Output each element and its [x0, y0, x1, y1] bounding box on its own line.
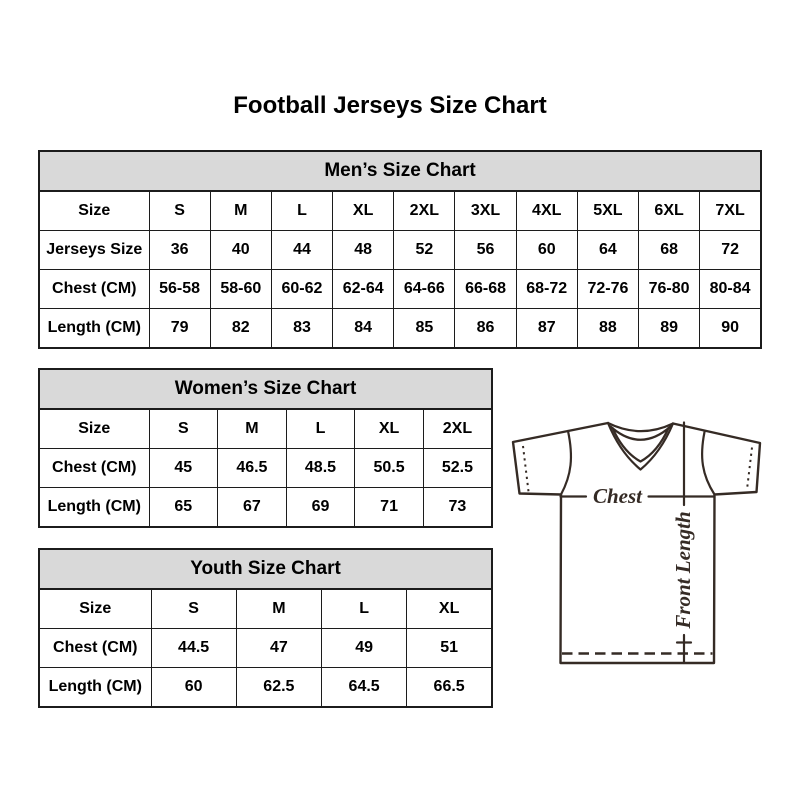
size-column-header: 7XL	[700, 191, 761, 231]
table-cell: 45	[149, 449, 218, 488]
table-cell: 88	[577, 309, 638, 349]
table-cell: 80-84	[700, 270, 761, 309]
table-cell: 49	[322, 629, 407, 668]
jersey-right-cuff-dotted-line	[747, 448, 752, 490]
table-cell: 87	[516, 309, 577, 349]
table-cell: 60-62	[271, 270, 332, 309]
table-row	[39, 488, 492, 528]
table-cell: 76-80	[639, 270, 700, 309]
table-row	[39, 668, 492, 708]
table-cell: 64.5	[322, 668, 407, 708]
table-title: Men’s Size Chart	[39, 151, 761, 191]
jersey-left-armhole-seam	[561, 431, 571, 495]
table-cell: 52	[394, 231, 455, 270]
page-title: Football Jerseys Size Chart	[233, 92, 547, 119]
size-column-header: 5XL	[577, 191, 638, 231]
size-column-header: 2XL	[394, 191, 455, 231]
table-cell: 83	[271, 309, 332, 349]
table-cell: 65	[149, 488, 218, 528]
table-row	[39, 270, 761, 309]
table-cell: 48	[333, 231, 394, 270]
table-row	[39, 231, 761, 270]
row-label: Chest (CM)	[39, 629, 151, 668]
table-cell: 58-60	[210, 270, 271, 309]
womens-size-table	[38, 368, 493, 528]
table-row	[39, 309, 761, 349]
table-cell: 71	[355, 488, 424, 528]
size-row-label: Size	[39, 409, 149, 449]
row-label: Chest (CM)	[39, 449, 149, 488]
table-cell: 79	[149, 309, 210, 349]
jersey-right-armhole-seam	[702, 432, 714, 495]
size-column-header: S	[149, 409, 218, 449]
table-cell: 40	[210, 231, 271, 270]
table-cell: 50.5	[355, 449, 424, 488]
table-cell: 66-68	[455, 270, 516, 309]
size-column-header: L	[322, 589, 407, 629]
size-row-label: Size	[39, 191, 149, 231]
table-cell: 90	[700, 309, 761, 349]
size-column-header: M	[210, 191, 271, 231]
table-cell: 52.5	[423, 449, 492, 488]
table-title: Women’s Size Chart	[39, 369, 492, 409]
table-cell: 68-72	[516, 270, 577, 309]
size-column-header: XL	[355, 409, 424, 449]
size-column-header: 3XL	[455, 191, 516, 231]
table-cell: 84	[333, 309, 394, 349]
table-cell: 62-64	[333, 270, 394, 309]
row-label: Chest (CM)	[39, 270, 149, 309]
size-column-header: M	[218, 409, 287, 449]
front-length-label: Front Length	[671, 511, 695, 629]
table-cell: 44.5	[151, 629, 236, 668]
jersey-collar-back-arc	[608, 423, 673, 431]
table-cell: 68	[639, 231, 700, 270]
youth-size-table	[38, 548, 493, 708]
size-column-header: 4XL	[516, 191, 577, 231]
table-cell: 47	[236, 629, 321, 668]
size-column-header: XL	[333, 191, 394, 231]
table-cell: 48.5	[286, 449, 355, 488]
table-cell: 62.5	[236, 668, 321, 708]
size-column-header: S	[149, 191, 210, 231]
chest-label: Chest	[592, 484, 643, 508]
size-column-header: XL	[407, 589, 492, 629]
jersey-left-cuff-dotted-line	[523, 446, 529, 492]
table-cell: 72-76	[577, 270, 638, 309]
table-cell: 44	[271, 231, 332, 270]
table-cell: 85	[394, 309, 455, 349]
size-column-header: L	[286, 409, 355, 449]
table-cell: 60	[516, 231, 577, 270]
table-cell: 66.5	[407, 668, 492, 708]
table-cell: 89	[639, 309, 700, 349]
size-column-header: L	[271, 191, 332, 231]
mens-size-table	[38, 150, 762, 349]
table-cell: 69	[286, 488, 355, 528]
table-row	[39, 629, 492, 668]
table-cell: 56	[455, 231, 516, 270]
table-row	[39, 449, 492, 488]
size-column-header: 2XL	[423, 409, 492, 449]
table-cell: 64-66	[394, 270, 455, 309]
table-cell: 67	[218, 488, 287, 528]
row-label: Length (CM)	[39, 309, 149, 349]
row-label: Length (CM)	[39, 488, 149, 528]
table-cell: 73	[423, 488, 492, 528]
table-cell: 46.5	[218, 449, 287, 488]
table-cell: 56-58	[149, 270, 210, 309]
table-cell: 60	[151, 668, 236, 708]
table-cell: 36	[149, 231, 210, 270]
row-label: Length (CM)	[39, 668, 151, 708]
row-label: Jerseys Size	[39, 231, 149, 270]
table-cell: 86	[455, 309, 516, 349]
size-column-header: 6XL	[639, 191, 700, 231]
table-cell: 64	[577, 231, 638, 270]
size-column-header: M	[236, 589, 321, 629]
size-row-label: Size	[39, 589, 151, 629]
table-cell: 72	[700, 231, 761, 270]
jersey-measurement-diagram	[490, 395, 800, 695]
table-cell: 51	[407, 629, 492, 668]
size-column-header: S	[151, 589, 236, 629]
table-cell: 82	[210, 309, 271, 349]
table-title: Youth Size Chart	[39, 549, 492, 589]
